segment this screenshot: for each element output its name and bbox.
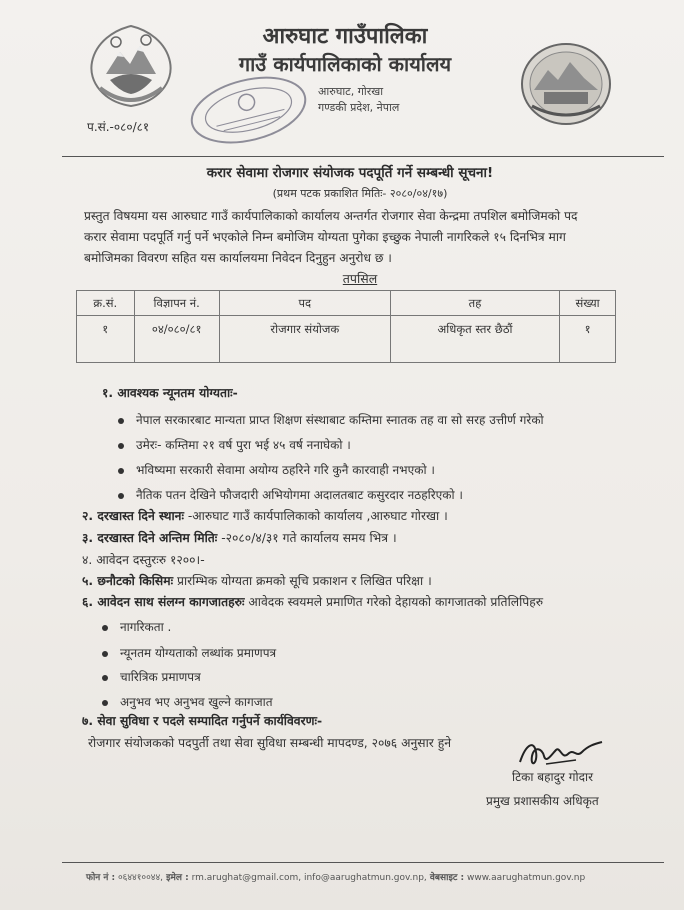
- email-label: इमेल :: [162, 873, 189, 883]
- phone-number: ०६४४१००४४,: [115, 873, 163, 883]
- office-stamp-icon: [184, 72, 314, 152]
- section-deadline: ३. दरखास्त दिने अन्तिम मितिः -२०८०/४/३१ गते कार्यालय समय भित्र ।: [82, 531, 397, 545]
- section-documents: ६. आवेदन साथ संलग्न कागजातहरुः आवेदक स्वयमले प्रमाणित गरेको देहायको कागजातको प्रतिलिपिहरु: [82, 595, 544, 609]
- body-line: प्रस्तुत विषयमा यस आरुघाट गाउँ कार्यपालिकाको कार्यालय अन्तर्गत रोजगार सेवा केन्द्रमा तपशिल बमोजिमको पद: [84, 209, 578, 223]
- municipality-logo-icon: [518, 40, 614, 128]
- list-item: नेपाल सरकारबाट मान्यता प्राप्त शिक्षण संस्थाबाट कम्तिमा स्नातक तह वा सो सरह उत्तीर्ण गरेको: [118, 411, 544, 428]
- cell-count: १: [560, 316, 616, 363]
- vacancy-table: [76, 290, 616, 363]
- footer-divider: [62, 862, 664, 863]
- signatory-title: प्रमुख प्रशासकीय अधिकृत: [486, 794, 599, 808]
- section-qualification-title: १. आवश्यक न्यूनतम योग्यताः-: [102, 386, 238, 400]
- letterhead: [200, 22, 490, 78]
- notice-title: करार सेवामा रोजगार संयोजक पदपूर्ति गर्ने सम्बन्धी सूचना!: [206, 165, 494, 181]
- table-header-row: [77, 291, 616, 316]
- list-item: भविष्यमा सरकारी सेवामा अयोग्य ठहरिने गरि कुनै कारवाही नभएको ।: [118, 461, 435, 478]
- cell-level: अधिकृत स्तर छैठौं: [390, 316, 559, 363]
- signatory-name: टिका बहादुर गोदार: [512, 770, 593, 784]
- body-line: करार सेवामा पदपूर्ति गर्नु पर्ने भएकोले निम्न बमोजिम योग्यता पुगेका इच्छुक नेपाली नागरिकले १५ दिनभित्र माग: [84, 230, 566, 244]
- website-link[interactable]: www.aarughatmun.gov.np: [464, 873, 586, 883]
- col-serial: क्र.सं.: [77, 291, 135, 316]
- section-application-place: २. दरखास्त दिने स्थानः -आरुघाट गाउँ कार्यपालिकाको कार्यालय ,आरुघाट गोरखा ।: [82, 509, 448, 523]
- published-date: (प्रथम पटक प्रकाशित मितिः- २०८०/०४/१७): [272, 187, 448, 200]
- list-item: नैतिक पतन देखिने फौजदारी अभियोगमा अदालतबाट कसुरदार नठहरिएको ।: [118, 486, 463, 503]
- reference-number: प.सं.-०८०/८१: [87, 120, 150, 134]
- list-item: उमेरः- कम्तिमा २१ वर्ष पुरा भई ४५ वर्ष ननाघेको ।: [118, 436, 351, 453]
- website-label: वेबसाइट :: [426, 873, 465, 883]
- footer-contact: [86, 870, 666, 883]
- section-fee: ४. आवेदन दस्तुरःरु १२००।-: [82, 553, 205, 567]
- list-item: न्यूनतम योग्यताको लब्धांक प्रमाणपत्र: [102, 644, 276, 661]
- phone-label: फोन नं :: [86, 873, 116, 883]
- col-ad-no: विज्ञापन नं.: [134, 291, 219, 316]
- body-line: बमोजिमका विवरण सहित यस कार्यालयमा निवेदन दिनुहुन अनुरोध छ ।: [84, 251, 392, 265]
- list-item: अनुभव भए अनुभव खुल्ने कागजात: [102, 693, 273, 710]
- nepal-emblem-icon: [86, 22, 176, 110]
- cell-serial: १: [77, 316, 135, 363]
- email-addresses[interactable]: rm.arughat@gmail.com, info@aarughatmun.gov.np,: [188, 873, 427, 883]
- section-selection-type: ५. छनौटको किसिमः प्रारम्भिक योग्यता क्रमको सूचि प्रकाशन र लिखित परिक्षा ।: [82, 574, 432, 588]
- notice-body: [84, 206, 644, 269]
- address-line-2: गण्डकी प्रदेश, नेपाल: [318, 101, 400, 114]
- section-duties-title: ७. सेवा सुविधा र पदले सम्पादित गर्नुपर्ने कार्यविवरणः-: [82, 714, 323, 728]
- org-name: आरुघाट गाउँपालिका: [262, 23, 428, 49]
- address-line-1: आरुघाट, गोरखा: [318, 85, 384, 98]
- office-name: गाउँ कार्यपालिकाको कार्यालय: [238, 52, 452, 76]
- list-item: नागरिकता .: [102, 618, 171, 635]
- cell-ad-no: ०४/०८०/८१: [134, 316, 219, 363]
- list-item: चारित्रिक प्रमाणपत्र: [102, 668, 201, 685]
- cell-post: रोजगार संयोजक: [219, 316, 390, 363]
- col-count: संख्या: [560, 291, 616, 316]
- col-post: पद: [219, 291, 390, 316]
- table-row: [77, 316, 616, 363]
- table-caption: तपसिल: [342, 271, 378, 286]
- header-divider: [62, 156, 664, 157]
- section-duties-text: रोजगार संयोजकको पदपुर्ती तथा सेवा सुविधा सम्बन्धी मापदण्ड, २०७६ अनुसार हुने: [88, 736, 452, 750]
- col-level: तह: [390, 291, 559, 316]
